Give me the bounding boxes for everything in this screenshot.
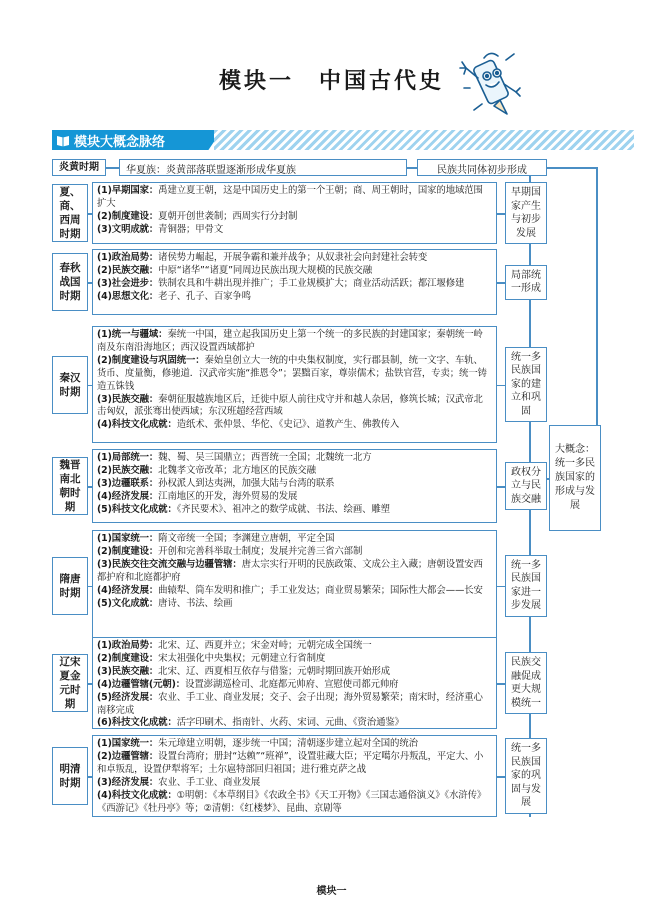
content-item-label: (2)民族交融： xyxy=(97,464,159,476)
content-item xyxy=(97,585,492,598)
content-item-label: (4)经济发展： xyxy=(97,584,159,596)
nation-community-box: 民族共同体初步形成 xyxy=(417,159,547,176)
content-item-label: (3)民族交融： xyxy=(97,393,159,405)
content-item-text: 设置台湾府；册封“达赖”“班禅”，设置驻藏大臣；平定噶尔丹叛乱，平定大、小和卓叛乱，设置伊犁将军；土尔扈特部回归祖国；进行雅克萨之战 xyxy=(97,750,484,775)
content-item xyxy=(97,465,492,478)
content-item-text: 北宋、辽、西夏并立；宋金对峙；元朝完成全国统一 xyxy=(158,640,372,651)
content-item-label: (1)政治局势： xyxy=(97,252,159,263)
content-item-label: (3)边疆联系： xyxy=(97,477,159,489)
content-item xyxy=(97,265,492,278)
content-item-label: (2)制度建设： xyxy=(97,652,159,664)
content-item-text: 农业、手工业、商业发展 xyxy=(158,776,261,788)
content-item xyxy=(97,790,492,816)
content-item-text: 夏朝开创世袭制；西周实行分封制 xyxy=(158,210,298,222)
era-box xyxy=(52,184,88,242)
era-box xyxy=(52,457,88,515)
content-item-text: 隋文帝统一全国；李渊建立唐朝，平定全国 xyxy=(158,533,335,544)
content-item xyxy=(97,653,492,666)
content-item-label: (4)科技文化成就： xyxy=(97,419,177,431)
content-item-text: 北宋、辽、西夏相互依存与借鉴；元朝时期回族开始形成 xyxy=(158,665,391,677)
content-item xyxy=(97,478,492,491)
stage-connector xyxy=(497,776,505,778)
content-item xyxy=(97,640,492,653)
content-item-text: 设置澎湖巡检司、北庭都元帅府、宣慰使司都元帅府 xyxy=(185,678,399,690)
content-item-label: (4)边疆管辖(元朝)： xyxy=(97,678,186,690)
content-item xyxy=(97,355,492,394)
era-content-box xyxy=(92,637,497,729)
stage-label: 统一多民族国家的建立和巩固 xyxy=(511,351,541,417)
content-item-text: 诸侯势力崛起，开展争霸和兼并战争；从奴隶社会向封建社会转变 xyxy=(158,252,428,263)
content-item-label: (1)局部统一： xyxy=(97,452,159,463)
content-item-text: 《齐民要术》、祖冲之的数学成就、书法、绘画、雕塑 xyxy=(176,503,390,515)
content-item xyxy=(97,751,492,777)
content-item xyxy=(97,394,492,420)
content-item xyxy=(97,777,492,790)
content-item-label: (4)经济发展： xyxy=(97,490,159,502)
content-item xyxy=(97,291,492,304)
era-content-box xyxy=(92,530,497,641)
content-item-text: 中原“诸华”“诸夏”同周边民族出现大规模的民族交融 xyxy=(158,264,372,276)
content-item-label: (5)经济发展： xyxy=(97,691,159,703)
content-item-text: 禹建立夏王朝，这是中国历史上的第一个王朝；商、周王朝时，国家的地域范围扩大 xyxy=(97,185,483,209)
content-item-label: (2)制度建设： xyxy=(97,545,159,557)
content-item-text: 开创和完善科举取士制度；发展并完善三省六部制 xyxy=(158,545,363,557)
content-item-text: 江南地区的开发，海外贸易的发展 xyxy=(158,490,298,502)
stage-label: 民族交融促成更大规模统一 xyxy=(511,657,541,709)
stage-connector xyxy=(497,213,505,215)
right-spine xyxy=(596,167,598,425)
page-title: 模块一 中国古代史 xyxy=(218,68,444,94)
content-item xyxy=(97,666,492,679)
era-label: 明清时期 xyxy=(59,763,81,789)
content-item-label: (3)文明成就： xyxy=(97,223,159,235)
stage-connector xyxy=(497,385,505,387)
stage-label: 统一多民族国家进一步发展 xyxy=(511,559,541,611)
content-item-label: (1)统一与疆域： xyxy=(97,329,168,340)
era-box xyxy=(52,654,88,712)
stage-label: 政权分立与民族交融 xyxy=(511,466,541,505)
stage-box xyxy=(505,347,547,423)
stage-box xyxy=(505,462,547,511)
era-label: 隋唐时期 xyxy=(59,572,81,599)
content-item xyxy=(97,559,492,585)
stage-label: 统一多民族国家的巩固与发展 xyxy=(511,743,541,809)
content-item-text: 农业、手工业、商业发展；交子、会子出现；海外贸易繁荣；南宋时，经济重心南移完成 xyxy=(97,691,483,716)
content-item-label: (2)民族交融： xyxy=(97,264,159,276)
content-item-text: 秦朝征服越族地区后，迁徙中原人前往戍守并和越人杂居，修筑长城；汉武帝北击匈奴，派张骞出使西域；东汉班超经营西域 xyxy=(97,393,483,418)
stage-connector xyxy=(497,683,505,685)
content-item xyxy=(97,504,492,517)
big-concept-box: 大概念：统一多民族国家的形成与发展 xyxy=(549,425,601,531)
top-connector-left xyxy=(106,167,119,169)
book-icon xyxy=(56,133,70,147)
content-item-text: 朱元璋建立明朝，逐步统一中国；清朝逐步建立起对全国的统治 xyxy=(158,738,418,749)
stage-box xyxy=(505,182,547,244)
content-item xyxy=(97,419,492,432)
content-item xyxy=(97,533,492,546)
content-item xyxy=(97,717,492,730)
stage-connector xyxy=(497,586,505,588)
stage-box xyxy=(505,555,547,617)
content-item-label: (1)政治局势： xyxy=(97,640,159,651)
era-box xyxy=(52,253,88,311)
content-item xyxy=(97,679,492,692)
content-item-label: (4)思想文化： xyxy=(97,290,159,302)
content-item-text: 铁制农具和牛耕出现并推广；手工业规模扩大；商业活动活跃；都江堰修建 xyxy=(158,277,465,289)
era-content-box xyxy=(92,449,497,523)
era-label: 秦汉时期 xyxy=(59,371,81,398)
era-box xyxy=(52,356,88,414)
content-item-text: 宋太祖强化中央集权；元朝建立行省制度 xyxy=(158,652,326,664)
stage-box xyxy=(505,738,547,814)
content-item xyxy=(97,185,492,211)
stage-connector xyxy=(497,486,505,488)
content-item xyxy=(97,738,492,751)
content-item-label: (5)文化成就： xyxy=(97,597,159,609)
era-label: 春秋战国时期 xyxy=(59,262,81,302)
era-label: 魏晋南北朝时期 xyxy=(59,459,81,513)
era-content-box xyxy=(92,326,497,443)
content-item-label: (3)民族交往交流交融与边疆管辖： xyxy=(97,558,242,570)
content-item-label: (3)社会进步： xyxy=(97,277,159,289)
content-item xyxy=(97,329,492,355)
content-item xyxy=(97,252,492,265)
top-connector-right xyxy=(407,167,417,169)
content-item-label: (3)经济发展： xyxy=(97,776,159,788)
era-yanhuang: 炎黄时期 xyxy=(52,159,106,176)
era-content-box xyxy=(92,182,497,244)
content-item-text: 造纸术、张仲景、华佗、《史记》、道教产生、佛教传入 xyxy=(176,419,400,431)
content-item-label: (2)边疆管辖： xyxy=(97,750,159,762)
content-item-text: 唐诗、书法、绘画 xyxy=(158,597,233,609)
content-item-label: (2)制度建设： xyxy=(97,210,159,222)
era-box xyxy=(52,747,88,805)
content-item xyxy=(97,278,492,291)
section-banner xyxy=(52,130,634,150)
era-content-box xyxy=(92,735,497,817)
content-item-label: (3)民族交融： xyxy=(97,665,159,677)
huaxia-box: 华夏族：炎黄部落联盟逐渐形成华夏族 xyxy=(119,159,407,176)
banner-title: 模块大概念脉络 xyxy=(74,135,166,150)
content-item-label: (5)科技文化成就： xyxy=(97,503,177,515)
content-item-label: (1)国家统一： xyxy=(97,738,159,749)
content-item xyxy=(97,452,492,465)
content-item-text: 青铜器；甲骨文 xyxy=(158,223,224,235)
content-item-text: 秦始皇创立大一统的中央集权制度，实行郡县制，统一文字、车轨、货币、度量衡，修驰道．汉武帝实施“推恩令”；罢黜百家，尊崇儒术；盐铁官营，专卖；统一铸造五铢钱 xyxy=(97,354,487,392)
era-box xyxy=(52,557,88,615)
content-item xyxy=(97,546,492,559)
content-item xyxy=(97,224,492,237)
stage-label: 局部统一形成 xyxy=(511,269,541,294)
content-item-text: 唐太宗实行开明的民族政策、文成公主入藏；唐朝设置安西都护府和北庭都护府 xyxy=(97,558,483,583)
content-item xyxy=(97,692,492,718)
content-item-label: (1)国家统一： xyxy=(97,533,159,544)
stage-box xyxy=(505,652,547,714)
content-item-text: 魏、蜀、吴三国鼎立；西晋统一全国；北魏统一北方 xyxy=(158,452,372,463)
content-item-label: (4)科技文化成就： xyxy=(97,789,177,801)
page-footer: 模块一 xyxy=(316,886,347,897)
content-item-text: 曲辕犁、筒车发明和推广；手工业发达；商业贸易繁荣；国际性大都会——长安 xyxy=(158,584,483,596)
content-item xyxy=(97,598,492,611)
content-item-label: (2)制度建设与巩固统一： xyxy=(97,354,205,366)
stage-box xyxy=(505,265,547,300)
content-item-text: 北魏孝文帝改革；北方地区的民族交融 xyxy=(158,464,316,476)
era-label: 辽宋夏金元时期 xyxy=(59,656,81,710)
content-item-text: 孙权派人到达夷洲，加强大陆与台湾的联系 xyxy=(158,477,335,489)
banner-stripes xyxy=(214,130,634,150)
pencil-mascot-icon xyxy=(456,48,522,118)
content-item-text: 老子、孔子、百家争鸣 xyxy=(158,290,251,302)
content-item-text: 活字印刷术、指南针、火药、宋词、元曲、《资治通鉴》 xyxy=(176,717,404,729)
era-content-box xyxy=(92,249,497,315)
content-item-text: ①明朝：《本草纲目》《农政全书》《天工开物》《三国志通俗演义》《水浒传》《西游记》《牡丹亭》等；②清朝：《红楼梦》、昆曲、京剧等 xyxy=(97,789,487,814)
era-label: 夏、商、西周时期 xyxy=(59,186,81,240)
stage-label: 早期国家产生与初步发展 xyxy=(511,187,541,239)
content-item-label: (6)科技文化成就： xyxy=(97,717,177,729)
stage-connector xyxy=(497,282,505,284)
content-item xyxy=(97,211,492,224)
right-top-connector xyxy=(547,167,597,169)
content-item-text: 秦统一中国，建立起我国历史上第一个统一的多民族的封建国家；秦朝统一岭南及东南沿海地区；西汉设置西域都护 xyxy=(97,329,483,353)
content-item xyxy=(97,491,492,504)
content-item-label: (1)早期国家： xyxy=(97,185,159,196)
